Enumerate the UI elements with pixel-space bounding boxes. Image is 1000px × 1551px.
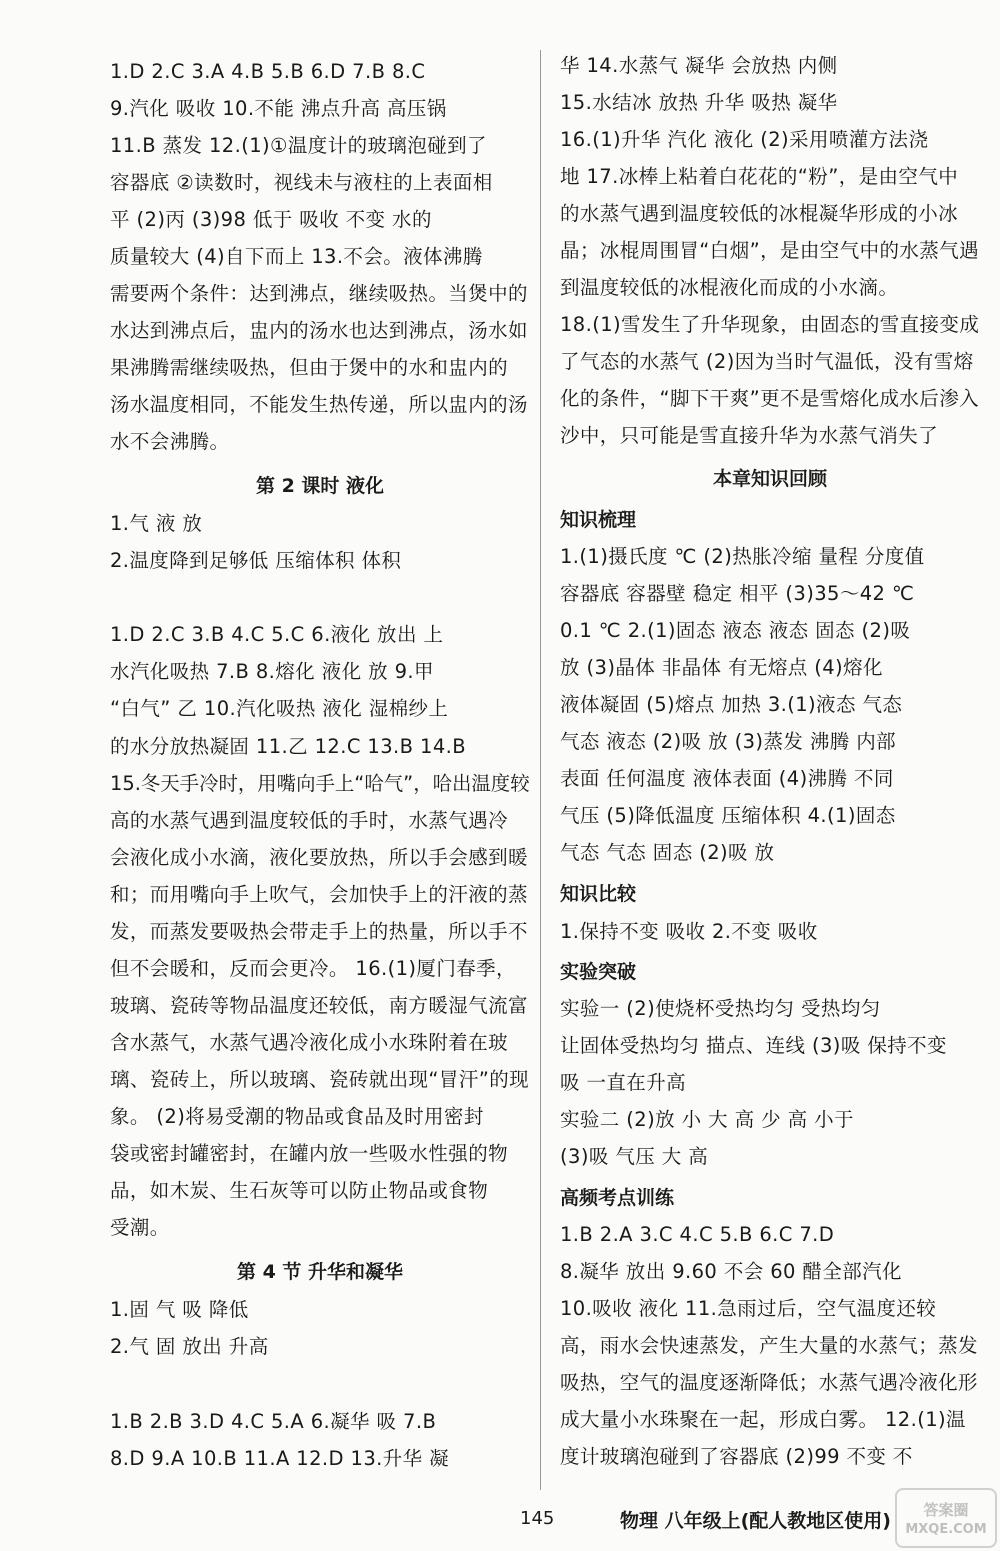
- answer-line: 1.D 2.C 3.B 4.C 5.C 6.液化 放出 上: [110, 623, 444, 646]
- answer-line: 0.1 ℃ 2.(1)固态 液态 液态 固态 (2)吸: [560, 619, 911, 642]
- answer-line: 水达到沸点后，盅内的汤水也达到沸点，汤水如: [110, 319, 528, 342]
- answer-line: 吸 一直在升高: [560, 1071, 686, 1094]
- answer-line: 度计玻璃泡碰到了容器底 (2)99 不变 不: [560, 1445, 913, 1468]
- answer-line: 但不会暖和，反而会更冷。 16.(1)厦门春季，: [110, 957, 516, 980]
- subheading-high-frequency-training: 高频考点训练: [560, 1187, 675, 1209]
- answer-line: 9.汽化 吸收 10.不能 沸点升高 高压锅: [110, 97, 447, 120]
- answer-line: 成大量小水珠聚在一起，形成白雾。 12.(1)温: [560, 1408, 966, 1431]
- answer-line: 1.(1)摄氏度 ℃ (2)热胀冷缩 量程 分度值: [560, 545, 925, 568]
- subheading-knowledge-comparison: 知识比较: [560, 883, 637, 905]
- answer-line: 2.气 固 放出 升高: [110, 1335, 269, 1358]
- answer-line: 象。 (2)将易受潮的物品或食品及时用密封: [110, 1105, 484, 1128]
- answer-line: 发，而蒸发要吸热会带走手上的热量，所以手不: [110, 920, 528, 943]
- answer-line: 会液化成小水滴，液化要放热，所以手会感到暖: [110, 846, 528, 869]
- answer-line: 晶；冰棍周围冒“白烟”，是由空气中的水蒸气遇: [560, 239, 980, 262]
- answer-line: 吸热，空气的温度逐渐降低；水蒸气遇冷液化形: [560, 1371, 978, 1394]
- answer-line: 1.B 2.A 3.C 4.C 5.B 6.C 7.D: [560, 1223, 835, 1246]
- subheading-experiments: 实验突破: [560, 961, 637, 983]
- answer-line: 1.D 2.C 3.A 4.B 5.B 6.D 7.B 8.C: [110, 60, 426, 83]
- answer-line: 1.保持不变 吸收 2.不变 吸收: [560, 920, 818, 943]
- answer-line: 让固体受热均匀 描点、连线 (3)吸 保持不变: [560, 1034, 947, 1057]
- answer-line: 1.固 气 吸 降低: [110, 1298, 249, 1321]
- answer-line: 受潮。: [110, 1216, 170, 1239]
- section-title-section-4: 第 4 节 升华和凝华: [236, 1261, 404, 1283]
- subheading-knowledge-outline: 知识梳理: [560, 509, 637, 531]
- answer-line: 水汽化吸热 7.B 8.熔化 液化 放 9.甲: [110, 660, 434, 683]
- answer-line: 平 (2)丙 (3)98 低于 吸收 不变 水的: [110, 208, 432, 231]
- page-number: 145: [520, 1508, 555, 1529]
- answer-line: 了气态的水蒸气 (2)因为当时气温低，没有雪熔: [560, 350, 974, 373]
- answer-line: 15.水结冰 放热 升华 吸热 凝华: [560, 91, 838, 114]
- answer-line: 容器底 ②读数时，视线未与液柱的上表面相: [110, 171, 493, 194]
- answer-line: 品，如木炭、生石灰等可以防止物品或食物: [110, 1179, 489, 1202]
- answer-line: “白气” 乙 10.汽化吸热 液化 湿棉纱上: [110, 697, 449, 720]
- answer-line: 1.气 液 放: [110, 512, 203, 535]
- answer-line: 需要两个条件：达到沸点，继续吸热。当煲中的: [110, 282, 528, 305]
- answer-line: 液体凝固 (5)熔点 加热 3.(1)液态 气态: [560, 693, 903, 716]
- answer-line: 气压 (5)降低温度 压缩体积 4.(1)固态: [560, 804, 896, 827]
- answer-line: 到温度较低的冰棍液化而成的小水滴。: [560, 276, 899, 299]
- answer-line: 15.冬天手冷时，用嘴向手上“哈气”，哈出温度较: [110, 772, 530, 795]
- watermark-text: 答案圈: [923, 1501, 969, 1519]
- answer-line: 和；而用嘴向手上吹气，会加快手上的汗液的蒸: [110, 883, 528, 906]
- answer-line: 2.温度降到足够低 压缩体积 体积: [110, 549, 402, 572]
- section-title-lesson-2: 第 2 课时 液化: [255, 475, 385, 497]
- answer-line: 果沸腾需继续吸热，但由于煲中的水和盅内的: [110, 356, 509, 379]
- watermark-url: MXQE.COM: [905, 1522, 987, 1537]
- answer-line: 沙中，只可能是雪直接升华为水蒸气消失了: [560, 424, 939, 447]
- column-divider: [540, 50, 541, 1490]
- answer-line: 8.凝华 放出 9.60 不会 60 醋全部汽化: [560, 1260, 902, 1283]
- answer-line: (3)吸 气压 大 高: [560, 1145, 709, 1168]
- footer-book-info: 物理 八年级上(配人教地区使用): [620, 1510, 891, 1532]
- answer-line: 玻璃、瓷砖等物品温度还较低，南方暖湿气流富: [110, 994, 528, 1017]
- answer-line: 华 14.水蒸气 凝华 会放热 内侧: [560, 54, 838, 77]
- answer-line: 8.D 9.A 10.B 11.A 12.D 13.升华 凝: [110, 1447, 450, 1470]
- section-title-chapter-review: 本章知识回顾: [712, 468, 827, 490]
- answer-line: 质量较大 (4)自下而上 13.不会。液体沸腾: [110, 245, 483, 268]
- answer-line: 化的条件，“脚下干爽”更不是雪熔化成水后渗入: [560, 387, 980, 410]
- answer-line: 1.B 2.B 3.D 4.C 5.A 6.凝华 吸 7.B: [110, 1410, 437, 1433]
- answer-line: 水不会沸腾。: [110, 430, 230, 453]
- answer-line: 10.吸收 液化 11.急雨过后，空气温度还较: [560, 1297, 937, 1320]
- answer-line: 汤水温度相同，不能发生热传递，所以盅内的汤: [110, 393, 528, 416]
- answer-line: 气态 气态 固态 (2)吸 放: [560, 841, 775, 864]
- answer-line: 实验二 (2)放 小 大 高 少 高 小于: [560, 1108, 854, 1131]
- answer-line: 的水分放热凝固 11.乙 12.C 13.B 14.B: [110, 735, 467, 758]
- answer-line: 璃、瓷砖上，所以玻璃、瓷砖就出现“冒汗”的现: [110, 1068, 530, 1091]
- answer-line: 的水蒸气遇到温度较低的冰棍凝华形成的小冰: [560, 202, 959, 225]
- answer-line: 气态 液态 (2)吸 放 (3)蒸发 沸腾 内部: [560, 730, 897, 753]
- answer-line: 含水蒸气，水蒸气遇冷液化成小水珠附着在玻: [110, 1031, 509, 1054]
- answer-line: 11.B 蒸发 12.(1)①温度计的玻璃泡碰到了: [110, 134, 487, 157]
- answer-line: 地 17.冰棒上粘着白花花的“粉”，是由空气中: [560, 165, 959, 188]
- answer-line: 16.(1)升华 汽化 液化 (2)采用喷灌方法浇: [560, 128, 929, 151]
- answer-line: 高的水蒸气遇到温度较低的手时，水蒸气遇冷: [110, 809, 509, 832]
- answer-line: 袋或密封罐密封，在罐内放一些吸水性强的物: [110, 1142, 509, 1165]
- answer-line: 放 (3)晶体 非晶体 有无熔点 (4)熔化: [560, 656, 883, 679]
- answer-line: 表面 任何温度 液体表面 (4)沸腾 不同: [560, 767, 894, 790]
- answer-line: 高，雨水会快速蒸发，产生大量的水蒸气；蒸发: [560, 1334, 978, 1357]
- answer-line: 18.(1)雪发生了升华现象，由固态的雪直接变成: [560, 313, 980, 336]
- answer-line: 容器底 容器壁 稳定 相平 (3)35～42 ℃: [560, 582, 915, 605]
- watermark-logo: [895, 1488, 997, 1548]
- answer-line: 实验一 (2)使烧杯受热均匀 受热均匀: [560, 997, 881, 1020]
